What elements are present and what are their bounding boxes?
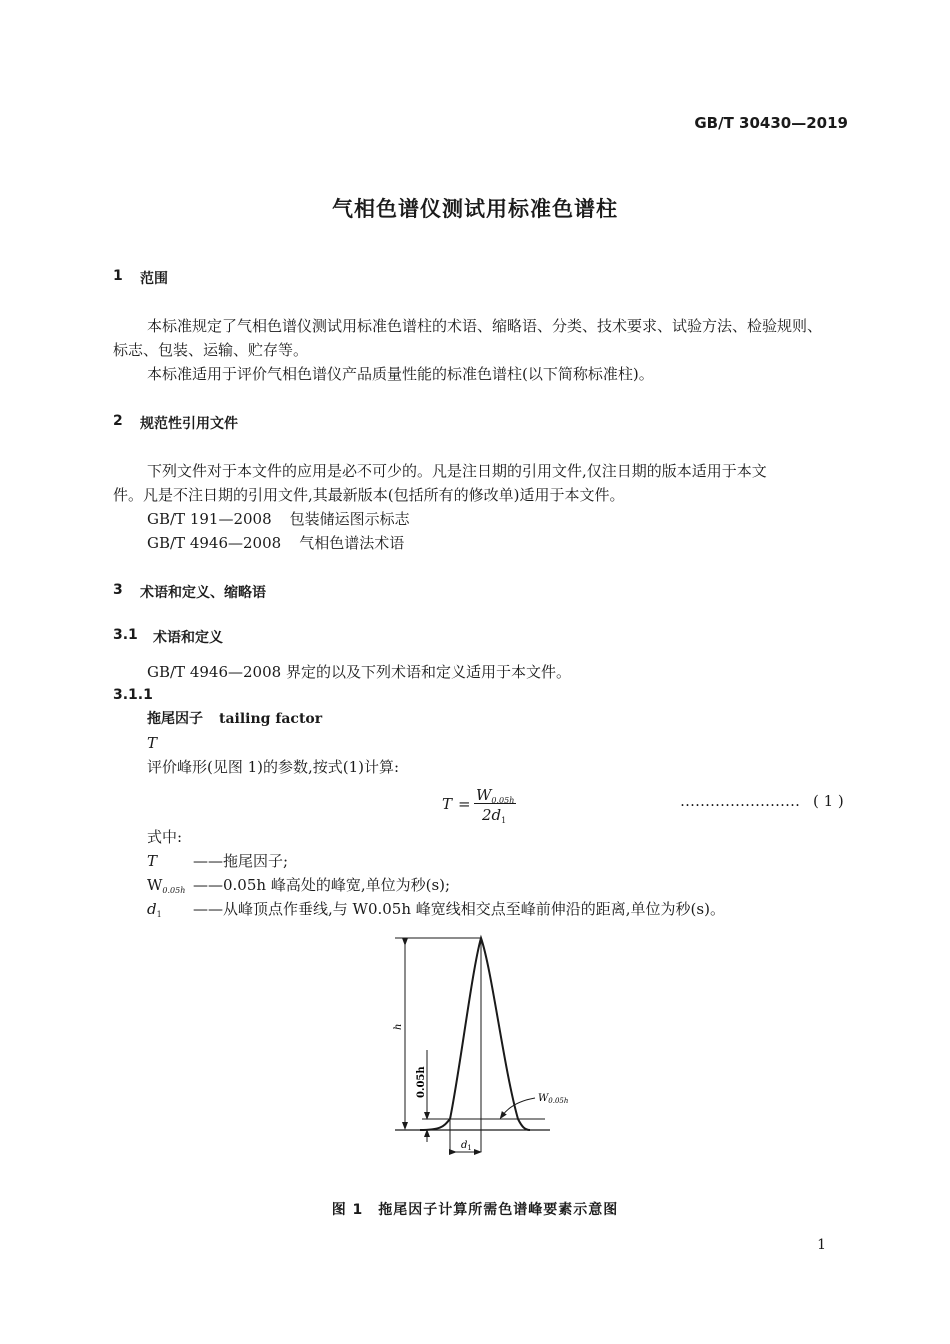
section-2-para-1b: 件。凡是不注日期的引用文件,其最新版本(包括所有的修改单)适用于本文件。 [113, 486, 625, 504]
label-005h: 0.05h [416, 1066, 427, 1098]
term-description: 评价峰形(见图 1)的参数,按式(1)计算: [147, 758, 400, 776]
label-h: h [393, 1023, 404, 1030]
document-title: 气相色谱仪测试用标准色谱柱 [332, 197, 618, 221]
section-1-heading: 范围 [140, 271, 168, 287]
where-symbol: $d_1$ [147, 900, 162, 919]
where-label: 式中: [147, 828, 183, 846]
reference-item [147, 507, 410, 531]
section-1-para-1b: 标志、包装、运输、贮存等。 [113, 341, 309, 359]
term-symbol: T [147, 734, 158, 752]
formula-lhs: T [442, 795, 453, 813]
label-d1: $d_1$ [461, 1140, 472, 1152]
term-entry [147, 707, 322, 731]
where-symbol: T [147, 852, 158, 870]
w005h-leader-arrow [502, 1098, 535, 1116]
figure-1-peak-diagram [380, 930, 580, 1160]
section-3-1-heading: 术语和定义 [153, 630, 223, 646]
where-text: ——拖尾因子; [193, 852, 289, 870]
section-2-number: 2 [113, 413, 123, 429]
where-text: ——从峰顶点作垂线,与 W0.05h 峰宽线相交点至峰前伸沿的距离,单位为秒(s)。 [193, 900, 725, 918]
section-1-para-2: 本标准适用于评价气相色谱仪产品质量性能的标准色谱柱(以下简称标准柱)。 [147, 365, 654, 383]
term-english: tailing factor [219, 711, 323, 727]
section-1-para-1a: 本标准规定了气相色谱仪测试用标准色谱柱的术语、缩略语、分类、技术要求、试验方法、检验规则、 [147, 317, 823, 335]
section-2-para-1a: 下列文件对于本文件的应用是必不可少的。凡是注日期的引用文件,仅注日期的版本适用于本文 [147, 462, 767, 480]
reference-code: GB/T 191—2008 [147, 510, 272, 528]
section-3-number: 3 [113, 582, 123, 598]
where-text: ——0.05h 峰高处的峰宽,单位为秒(s); [193, 876, 451, 894]
fraction-bar [474, 803, 516, 804]
figure-caption: 图 1 拖尾因子计算所需色谱峰要素示意图 [331, 1202, 619, 1218]
label-w: $W_{0.05h}$ [538, 1093, 569, 1105]
reference-name: 气相色谱法术语 [299, 534, 405, 552]
formula-leader-dots: …………………… [680, 792, 800, 810]
reference-code: GB/T 4946—2008 [147, 534, 282, 552]
formula-number: ( 1 ) [813, 792, 844, 810]
section-2-heading: 规范性引用文件 [140, 416, 238, 432]
where-symbol: $W_{0.05h}$ [147, 876, 186, 895]
section-1-number: 1 [113, 268, 123, 284]
section-3-heading: 术语和定义、缩略语 [140, 585, 266, 601]
reference-name: 包装储运图示标志 [289, 510, 410, 528]
formula-denominator: $2d_1$ [482, 806, 507, 825]
reference-item [147, 531, 404, 555]
standard-number: GB/T 30430—2019 [694, 114, 848, 132]
section-3-1-number: 3.1 [113, 627, 138, 643]
term-chinese: 拖尾因子 [147, 711, 203, 727]
formula-numerator: $W_{0.05h}$ [476, 786, 515, 805]
peak-curve [420, 938, 530, 1130]
section-3-1-1-number: 3.1.1 [113, 687, 153, 703]
section-3-1-text: GB/T 4946—2008 界定的以及下列术语和定义适用于本文件。 [147, 663, 571, 681]
page-number: 1 [817, 1237, 826, 1253]
